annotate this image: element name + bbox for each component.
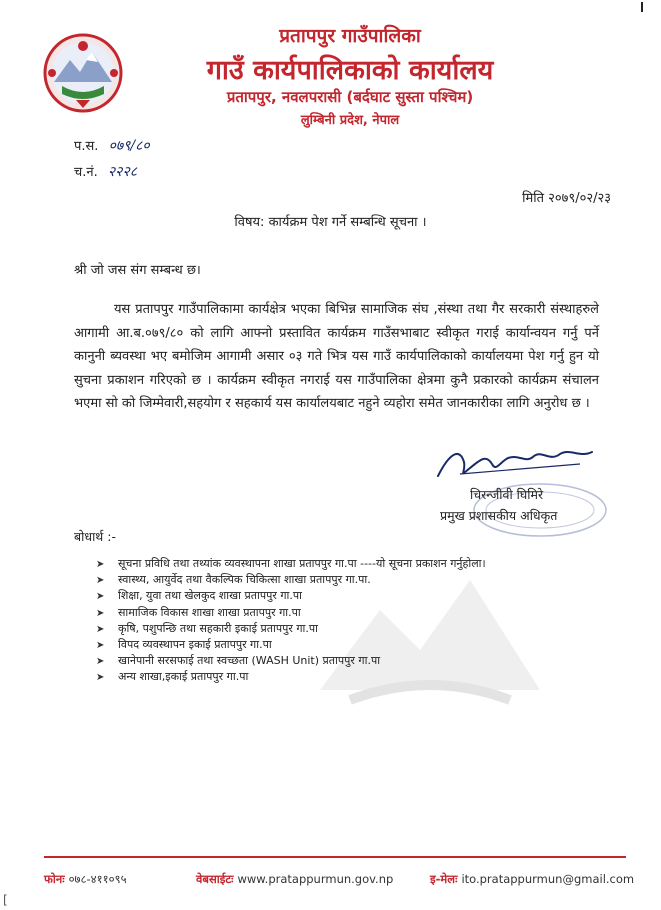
footer-website — [196, 872, 393, 887]
cc-item-text: शिक्षा, युवा तथा खेलकुद शाखा प्रतापपुर गा.पा — [118, 589, 302, 603]
cc-title: बोधार्थ :- — [74, 529, 116, 544]
corner-mark: [ — [3, 893, 8, 907]
arrow-bullet-icon: ➤ — [96, 607, 105, 619]
chn-value: २२२८ — [107, 164, 138, 180]
cc-item-text: सूचना प्रविधि तथा तथ्यांक व्यवस्थापना शाखा प्रतापपुर गा.पा ----यो सूचना प्रकाशन गर्नुहोला। — [118, 557, 486, 570]
website-link[interactable]: www.pratappurmun.gov.np — [237, 872, 394, 886]
office-province: लुम्बिनी प्रदेश, नेपाल — [300, 113, 400, 128]
list-item — [96, 669, 486, 685]
nepal-emblem-icon — [42, 32, 124, 114]
email-label: इ-मेलः — [430, 872, 458, 886]
arrow-bullet-icon: ➤ — [96, 623, 105, 635]
footer-phone — [44, 872, 127, 887]
cc-item-text: विपद व्यवस्थापन इकाई प्रतापपुर गा.पा — [118, 637, 272, 651]
office-address: प्रतापपुर, नवलपरासी (बर्दघाट सुस्ता पश्चिम) — [226, 88, 474, 106]
arrow-bullet-icon: ➤ — [96, 591, 105, 603]
website-label: वेबसाईटः — [196, 872, 234, 886]
arrow-bullet-icon: ➤ — [96, 639, 105, 651]
list-item — [96, 572, 486, 588]
arrow-bullet-icon: ➤ — [96, 575, 105, 587]
phone-value: ०७८-४११०९५ — [68, 872, 127, 886]
municipality-name: प्रतापपुर गाउँपालिका — [279, 25, 421, 47]
ps-label: प.स. — [74, 139, 99, 154]
list-item — [96, 588, 486, 604]
patra-sankhya — [74, 136, 150, 155]
salutation: श्री जो जस संग सम्बन्ध छ। — [74, 263, 201, 278]
list-item — [96, 605, 486, 621]
signatory-name: चिरन्जीवी घिमिरे — [470, 487, 544, 502]
office-name: गाउँ कार्यपालिकाको कार्यालय — [206, 55, 494, 86]
arrow-bullet-icon: ➤ — [96, 656, 105, 668]
chn-label: च.नं. — [74, 165, 98, 180]
list-item — [96, 556, 486, 572]
list-item — [96, 621, 486, 637]
footer-email — [430, 872, 634, 887]
chalani-number — [74, 162, 137, 181]
cc-item-text: कृषि, पशुपन्छि तथा सहकारी इकाई प्रतापपुर गा.पा — [118, 621, 318, 635]
cc-item-text: सामाजिक विकास शाखा शाखा प्रतापपुर गा.पा — [118, 605, 301, 619]
letter-body: यस प्रतापपुर गाउँपालिकामा कार्यक्षेत्र भएका बिभिन्न सामाजिक संघ ,संस्था तथा गैर सरकारी संस्थाहरुले आगामी आ.ब.०७९/८० को लागि आफ्नो प्रस्तावित कार्यक्रम गाउँसभाबाट स्वीकृत गराई कार्यान्वयन गर्नु पर्ने कानुनी ब्यवस्था भए बमोजिम आगामी असार ०३ गते भित्र यस गाउँ कार्यपालिकाको कार्यालयमा पेश गर्नु हुन यो सुचना प्रकाशन गरिएको छ । कार्यक्रम स्वीकृत नगराई यस गाउँपालिका क्षेत्रमा कुनै प्रकारको कार्यक्रम संचालन भएमा सो को जिम्मेवारी,सहयोग र सहकार्य यस कार्यालयबाट नहुने व्यहोरा समेत जानकारीका लागि अनुरोध छ । — [74, 302, 599, 412]
handwritten-signature — [430, 442, 600, 482]
letter-subject: विषय: कार्यक्रम पेश गर्ने सम्बन्धि सूचना । — [234, 215, 427, 230]
email-link[interactable]: ito.pratappurmun@gmail.com — [461, 872, 635, 886]
list-item — [96, 637, 486, 653]
corner-tick — [641, 2, 643, 12]
cc-item-text: स्वास्थ्य, आयुर्वेद तथा वैकल्पिक चिकित्सा शाखा प्रतापपुर गा.पा. — [118, 573, 371, 587]
arrow-bullet-icon: ➤ — [96, 672, 105, 684]
list-item — [96, 653, 486, 669]
phone-label: फोनः — [44, 872, 65, 886]
cc-item-text: अन्य शाखा,इकाई प्रतापपुर गा.पा — [118, 670, 249, 684]
arrow-bullet-icon: ➤ — [96, 559, 105, 570]
footer-divider — [44, 856, 626, 858]
ps-value: ०७९/८० — [108, 138, 150, 154]
cc-item-text: खानेपानी सरसफाई तथा स्वच्छता (WASH Unit) प्रतापपुर गा.पा — [118, 654, 381, 668]
letter-date: मिति २०७९/०२/२३ — [522, 191, 611, 206]
signatory-title: प्रमुख प्रशासकीय अधिकृत — [440, 508, 558, 523]
cc-list — [96, 556, 486, 686]
